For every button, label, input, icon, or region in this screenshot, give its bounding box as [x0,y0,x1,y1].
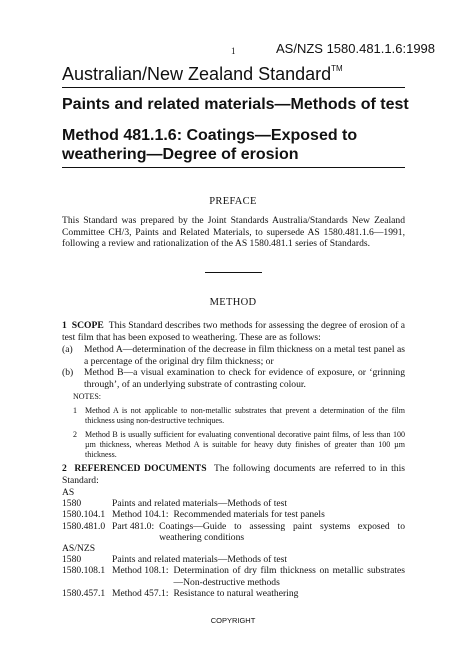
preface-text: This Standard was prepared by the Joint Standards Australia/Standards New Zealand Committee CH/3, Paints and Related Materials, to supersede AS 1580.481.1.6—1991, following a review and rationalization of the AS 1580.481.1 series of Standards. [62,215,405,250]
preface-heading: PREFACE [209,196,257,207]
document-group-label: AS/NZS [62,543,96,555]
scope-item [62,344,405,367]
note-number: 2 [73,430,77,439]
document-method-number: Method 104.1: [112,509,169,521]
document-title: Resistance to natural weathering [173,587,299,599]
title-rule [62,167,405,168]
scope-item-text: Method A—determination of the decrease in film thickness on a metal test panel as a percentage of the original dry film thickness; or [84,344,405,367]
scope-item-label: (b) [62,367,74,378]
document-group-label: AS [62,487,75,498]
document-code: 1580.481.0 [62,520,106,532]
document-row [62,588,405,599]
standard-number: AS/NZS 1580.481.1.6:1998 [276,41,436,56]
document-code: 1580.108.1 [62,565,106,577]
scope-text: This Standard describes two methods for assessing the degree of erosion of a test film that has been exposed to weathering. These are as follows: [62,320,406,343]
method-title: Method 481.1.6: Coatings—Exposed to weathering—Degree of erosion [62,127,358,163]
scope-item [62,367,405,390]
document-title: Paints and related materials—Methods of test [112,554,288,566]
scope-paragraph [62,320,405,343]
document-row [62,509,405,520]
document-title: Determination of dry film thickness on metallic substrates—Non-destructive methods [173,565,405,588]
notes-label: NOTES: [73,392,101,401]
document-title: Paints and related materials—Methods of test [112,498,288,510]
scope-number: 1 [62,320,67,331]
page-number: 1 [231,46,236,56]
note-item [73,430,405,460]
document-code: 1580 [62,498,82,510]
document-row [62,554,405,565]
header-rule [62,87,405,88]
document-row [62,498,405,509]
document-title: Recommended materials for test panels [173,509,325,521]
document-method-number: Method 108.1: [112,565,169,577]
scope-heading: SCOPE [71,320,104,331]
references-text: The following documents are referred to in this Standard: [62,463,405,486]
section-divider [205,272,262,273]
note-text: Method B is usually sufficient for evaluating conventional decorative paint films, of less than 100 µm thickness, whereas Method A is suitable for heavy duty finishes of greater than 100 µm thickness. [85,430,405,459]
references-number: 2 [62,463,67,474]
document-method-number: Method 457.1: [112,587,169,599]
references-paragraph [62,463,405,486]
copyright: COPYRIGHT [210,616,256,625]
references-heading: REFERENCED DOCUMENTS [74,463,207,474]
standard-series-name: Australian/New Zealand Standard [62,64,332,84]
standard-series [62,64,343,85]
document-row [62,521,405,543]
scope-item-text: Method B—a visual examination to check for evidence of exposure, or ‘grinning through’, of an underlying substrate of contrasting colour. [84,367,405,390]
document-code: 1580 [62,554,82,566]
trademark-mark: TM [331,64,343,73]
document-code: 1580.457.1 [62,587,106,599]
note-item [73,406,405,426]
scope-item-label: (a) [62,344,73,355]
note-number: 1 [73,406,77,415]
document-title: Paints and related materials—Methods of test [62,96,409,113]
document-title: Coatings—Guide to assessing paint systems exposed to weathering conditions [159,520,405,543]
document-code: 1580.104.1 [62,509,106,521]
referenced-documents-list [62,487,405,599]
document-method-number: Part 481.0: [112,520,155,532]
note-text: Method A is not applicable to non-metallic substrates that prevent a determination of the film thickness using non-destructive techniques. [85,406,405,425]
document-row [62,565,405,587]
method-heading: METHOD [209,297,257,308]
